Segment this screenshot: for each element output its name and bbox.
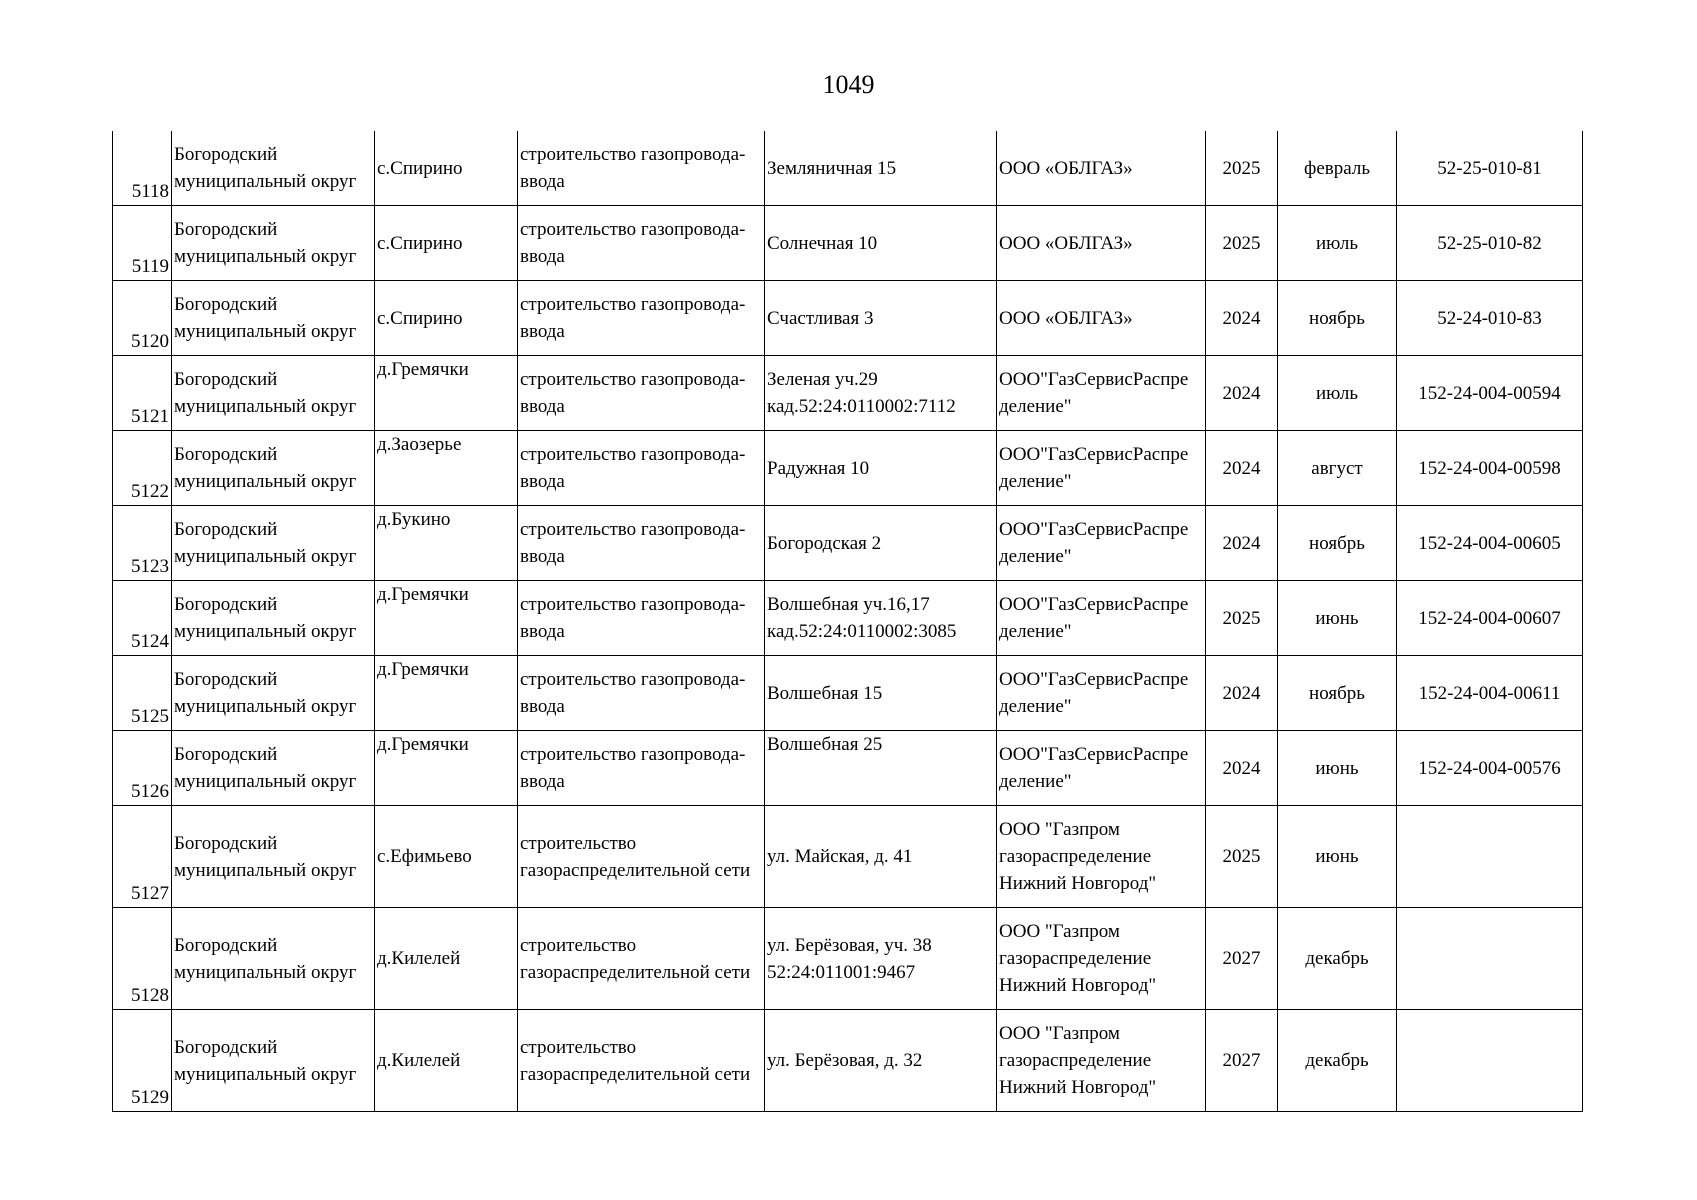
district-cell: Богородский муниципальный округ [172,656,375,731]
organization-cell: ООО"ГазСервисРаспре деление" [997,506,1206,581]
table-row [113,356,1583,431]
district-cell: Богородский муниципальный округ [172,581,375,656]
month-cell: ноябрь [1278,506,1397,581]
place-cell: д.Гремячки [375,581,518,656]
year-cell: 2027 [1206,908,1278,1010]
row-number: 5128 [113,908,172,1010]
work-type-cell: строительство газопровода-ввода [518,356,765,431]
year-cell: 2025 [1206,581,1278,656]
code-cell: 152-24-004-00594 [1397,356,1583,431]
row-number: 5121 [113,356,172,431]
table-row [113,581,1583,656]
row-number: 5120 [113,281,172,356]
year-cell: 2025 [1206,206,1278,281]
code-cell: 152-24-004-00598 [1397,431,1583,506]
work-type-cell: строительство газопровода-ввода [518,731,765,806]
address-cell: Волшебная уч.16,17 кад.52:24:0110002:3085 [765,581,997,656]
month-cell: июль [1278,206,1397,281]
place-cell: д.Килелей [375,908,518,1010]
address-cell: Счастливая 3 [765,281,997,356]
code-cell [1397,1010,1583,1112]
gas-construction-table [112,131,1583,1112]
work-type-cell: строительство газопровода-ввода [518,131,765,206]
place-cell: д.Килелей [375,1010,518,1112]
address-cell: ул. Берёзовая, д. 32 [765,1010,997,1112]
organization-cell: ООО"ГазСервисРаспре деление" [997,356,1206,431]
table-row [113,506,1583,581]
work-type-cell: строительство газораспределительной сети [518,1010,765,1112]
district-cell: Богородский муниципальный округ [172,908,375,1010]
table-row [113,431,1583,506]
year-cell: 2024 [1206,281,1278,356]
month-cell: ноябрь [1278,281,1397,356]
place-cell: д.Заозерье [375,431,518,506]
organization-cell: ООО «ОБЛГАЗ» [997,131,1206,206]
year-cell: 2024 [1206,431,1278,506]
place-cell: с.Спирино [375,281,518,356]
month-cell: июнь [1278,581,1397,656]
address-cell: Богородская 2 [765,506,997,581]
work-type-cell: строительство газопровода-ввода [518,206,765,281]
month-cell: июнь [1278,806,1397,908]
work-type-cell: строительство газопровода-ввода [518,656,765,731]
month-cell: февраль [1278,131,1397,206]
organization-cell: ООО "Газпром газораспределение Нижний Новгород" [997,1010,1206,1112]
row-number: 5118 [113,131,172,206]
code-cell: 52-25-010-82 [1397,206,1583,281]
work-type-cell: строительство газопровода-ввода [518,281,765,356]
district-cell: Богородский муниципальный округ [172,431,375,506]
year-cell: 2024 [1206,506,1278,581]
district-cell: Богородский муниципальный округ [172,731,375,806]
month-cell: декабрь [1278,908,1397,1010]
row-number: 5122 [113,431,172,506]
year-cell: 2027 [1206,1010,1278,1112]
district-cell: Богородский муниципальный округ [172,356,375,431]
work-type-cell: строительство газораспределительной сети [518,806,765,908]
address-cell: ул. Майская, д. 41 [765,806,997,908]
place-cell: с.Спирино [375,131,518,206]
code-cell [1397,806,1583,908]
table-row [113,908,1583,1010]
district-cell: Богородский муниципальный округ [172,506,375,581]
work-type-cell: строительство газопровода-ввода [518,506,765,581]
address-cell: ул. Берёзовая, уч. 38 52:24:011001:9467 [765,908,997,1010]
row-number: 5125 [113,656,172,731]
table-row [113,656,1583,731]
code-cell: 52-25-010-81 [1397,131,1583,206]
row-number: 5126 [113,731,172,806]
code-cell: 152-24-004-00576 [1397,731,1583,806]
work-type-cell: строительство газопровода-ввода [518,581,765,656]
row-number: 5129 [113,1010,172,1112]
year-cell: 2025 [1206,806,1278,908]
organization-cell: ООО"ГазСервисРаспре деление" [997,581,1206,656]
table-row [113,806,1583,908]
address-cell: Волшебная 25 [765,731,997,806]
code-cell [1397,908,1583,1010]
page-number: 1049 [822,70,875,99]
row-number: 5123 [113,506,172,581]
month-cell: декабрь [1278,1010,1397,1112]
organization-cell: ООО"ГазСервисРаспре деление" [997,656,1206,731]
organization-cell: ООО "Газпром газораспределение Нижний Новгород" [997,908,1206,1010]
place-cell: д.Гремячки [375,656,518,731]
place-cell: д.Букино [375,506,518,581]
address-cell: Волшебная 15 [765,656,997,731]
place-cell: с.Ефимьево [375,806,518,908]
table-row [113,731,1583,806]
organization-cell: ООО"ГазСервисРаспре деление" [997,431,1206,506]
row-number: 5119 [113,206,172,281]
code-cell: 152-24-004-00605 [1397,506,1583,581]
table-row [113,281,1583,356]
district-cell: Богородский муниципальный округ [172,206,375,281]
table-row [113,131,1583,206]
month-cell: июнь [1278,731,1397,806]
district-cell: Богородский муниципальный округ [172,1010,375,1112]
table-row [113,206,1583,281]
work-type-cell: строительство газораспределительной сети [518,908,765,1010]
code-cell: 152-24-004-00607 [1397,581,1583,656]
row-number: 5124 [113,581,172,656]
address-cell: Солнечная 10 [765,206,997,281]
code-cell: 52-24-010-83 [1397,281,1583,356]
address-cell: Зеленая уч.29 кад.52:24:0110002:7112 [765,356,997,431]
place-cell: д.Гремячки [375,356,518,431]
month-cell: август [1278,431,1397,506]
year-cell: 2024 [1206,656,1278,731]
year-cell: 2024 [1206,731,1278,806]
organization-cell: ООО «ОБЛГАЗ» [997,206,1206,281]
place-cell: с.Спирино [375,206,518,281]
table-row [113,1010,1583,1112]
month-cell: июль [1278,356,1397,431]
place-cell: д.Гремячки [375,731,518,806]
organization-cell: ООО "Газпром газораспределение Нижний Новгород" [997,806,1206,908]
work-type-cell: строительство газопровода-ввода [518,431,765,506]
code-cell: 152-24-004-00611 [1397,656,1583,731]
year-cell: 2025 [1206,131,1278,206]
district-cell: Богородский муниципальный округ [172,806,375,908]
month-cell: ноябрь [1278,656,1397,731]
year-cell: 2024 [1206,356,1278,431]
address-cell: Земляничная 15 [765,131,997,206]
organization-cell: ООО «ОБЛГАЗ» [997,281,1206,356]
address-cell: Радужная 10 [765,431,997,506]
organization-cell: ООО"ГазСервисРаспре деление" [997,731,1206,806]
row-number: 5127 [113,806,172,908]
district-cell: Богородский муниципальный округ [172,131,375,206]
district-cell: Богородский муниципальный округ [172,281,375,356]
